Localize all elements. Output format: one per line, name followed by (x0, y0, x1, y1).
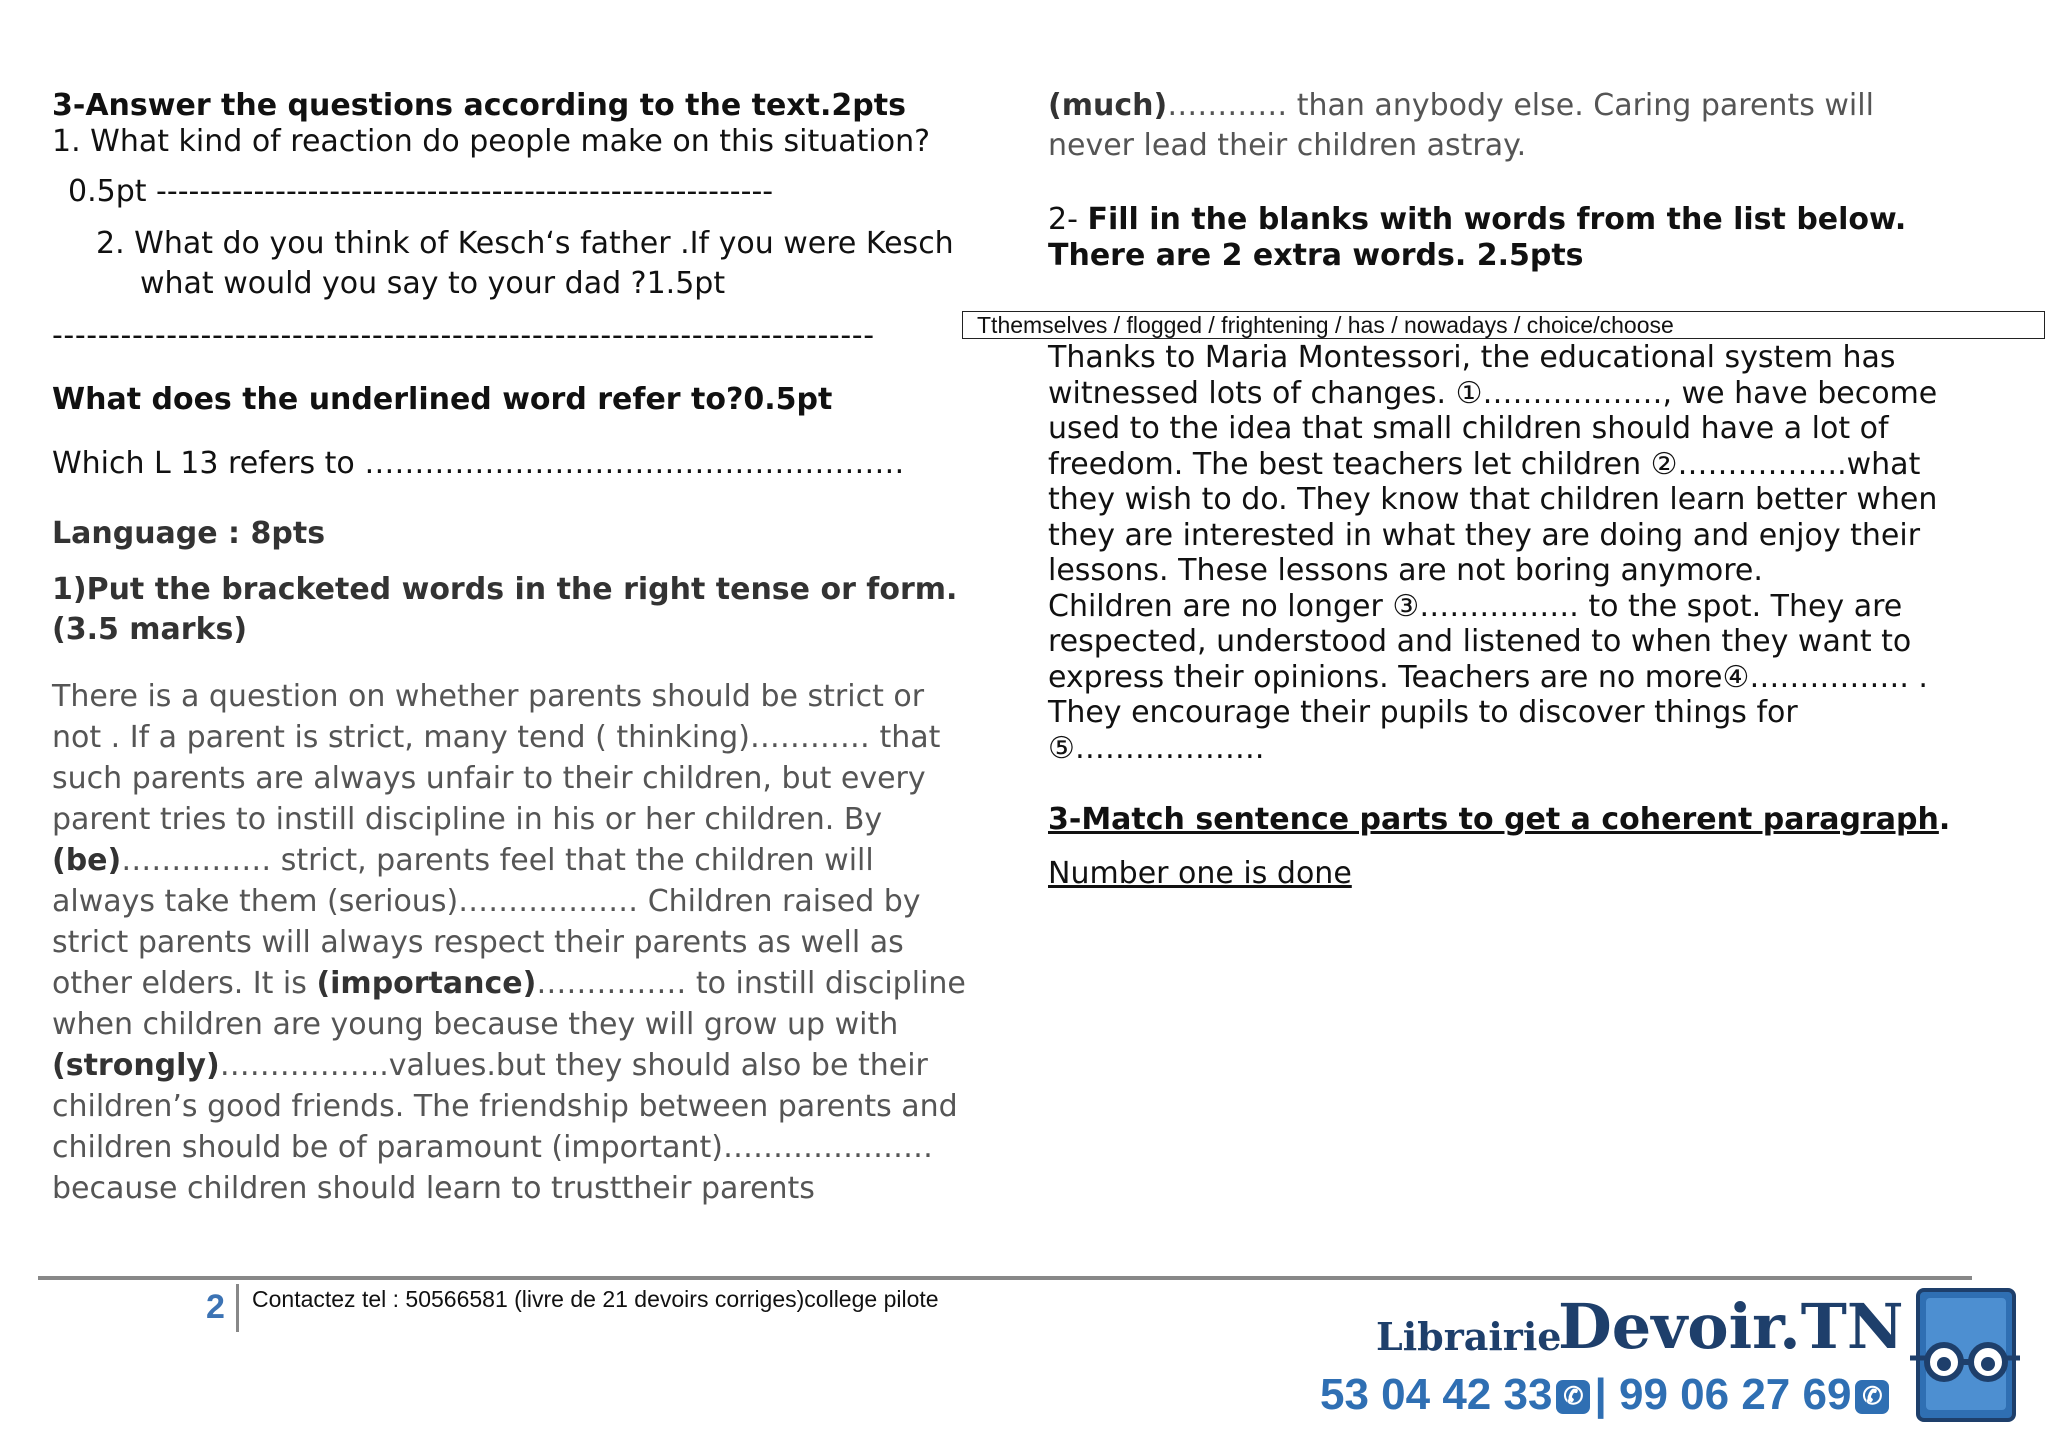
fill-line: lessons. These lessons are not boring anymore. (1048, 553, 1763, 588)
match-heading-text: 3-Match sentence parts to get a coherent paragraph (1048, 802, 1939, 837)
bracket-word: (much) (1048, 88, 1168, 123)
page-number-divider (236, 1284, 239, 1332)
phone-icon: ✆ (1855, 1380, 1889, 1414)
answer-dash-line: ------------------------------------------------------------------------ (52, 318, 875, 353)
fill-heading (1048, 200, 1998, 240)
para-line (52, 1045, 972, 1086)
bracket-word: (strongly) (52, 1048, 220, 1083)
phone-icon: ✆ (1556, 1380, 1590, 1414)
para-line: strict parents will always respect their parents as well as (52, 925, 904, 960)
fill-line: they are interested in what they are doing and enjoy their (1048, 517, 1921, 553)
fill-line: ⑤………………. (1048, 730, 1265, 766)
question-1-answer-line: 0.5pt --------------------------------------------------------- (68, 174, 774, 209)
para-text: …………… strict, parents feel that the children will (121, 843, 874, 878)
reference-heading: What does the underlined word refer to?0.5pt (52, 382, 833, 417)
book-glasses-icon (1904, 1284, 2024, 1424)
right-column (1048, 86, 1998, 276)
fill-paragraph (1048, 340, 1998, 894)
fill-line: they wish to do. They know that children learn better when (1048, 482, 1938, 517)
para-line: There is a question on whether parents should be strict or (52, 679, 925, 714)
fill-line: respected, understood and listened to when they want to (1048, 624, 1912, 659)
logo-librairie: Librairie (1376, 1314, 1562, 1359)
continued-line-2: never lead their children astray. (1048, 128, 1527, 163)
para-line: because children should learn to trusttheir parents (52, 1171, 815, 1206)
para-line: parent tries to instill discipline in his or her children. By (52, 802, 883, 837)
reference-line: Which L 13 refers to ……………………………………………… (52, 446, 905, 481)
footer-divider (38, 1276, 1972, 1280)
question-1: 1. What kind of reaction do people make on this situation? (52, 124, 931, 159)
tense-paragraph (52, 676, 972, 1209)
tense-heading: 1)Put the bracketed words in the right tense or form. (52, 572, 958, 607)
word-list-box: Tthemselves / flogged / frightening / has / nowadays / choice/choose (962, 311, 2045, 339)
para-line (52, 963, 972, 1004)
para-line: children’s good friends. The friendship between parents and (52, 1089, 958, 1124)
fill-line: Thanks to Maria Montessori, the educational system has (1048, 340, 1896, 375)
fill-line: They encourage their pupils to discover things for (1048, 695, 1798, 730)
para-text: ……………..values.but they should also be their (219, 1048, 928, 1083)
question-2-cont: what would you say to your dad ?1.5pt (140, 266, 726, 301)
para-line: children should be of paramount (important)………………… (52, 1130, 933, 1165)
para-line: such parents are always unfair to their children, but every (52, 761, 926, 796)
left-column (52, 86, 972, 1209)
para-text: …………… to instill discipline (536, 966, 966, 1001)
para-text: other elders. It is (52, 966, 317, 1001)
para-line: not . If a parent is strict, many tend ( thinking)………… that (52, 720, 941, 755)
number-one-note: Number one is done (1048, 856, 1352, 891)
page-number: 2 (206, 1288, 225, 1326)
q3-heading: 3-Answer the questions according to the text.2pts (52, 88, 906, 123)
continued-line (1048, 86, 1998, 126)
bracket-word: (be) (52, 843, 122, 878)
fill-line: used to the idea that small children should have a lot of (1048, 411, 1889, 446)
para-line: when children are young because they will grow up with (52, 1007, 899, 1042)
phone-separator: | (1594, 1370, 1607, 1419)
para-line (52, 840, 972, 881)
logo-devoir: Devoir.TN (1558, 1290, 1904, 1363)
fill-heading-number: 2- (1048, 202, 1088, 237)
para-line: always take them (serious)……………… Children raised by (52, 884, 921, 919)
question-2: 2. What do you think of Kesch‘s father .If you were Kesch (96, 226, 954, 261)
match-heading (1048, 800, 1998, 840)
phone-number-2: 99 06 27 69 (1619, 1370, 1852, 1419)
phone-number-1: 53 04 42 33 (1320, 1370, 1553, 1419)
fill-heading-text: Fill in the blanks with words from the list below. (1087, 202, 1907, 237)
fill-line: express their opinions. Teachers are no more④……………. . (1048, 659, 1928, 695)
para-text: ………… than anybody else. Caring parents will (1167, 88, 1874, 123)
fill-line: Children are no longer ③……………. to the spot. They are (1048, 588, 1903, 624)
bracket-word: (importance) (316, 966, 537, 1001)
logo-phones (1320, 1370, 1893, 1420)
tense-heading-marks: (3.5 marks) (52, 612, 248, 647)
contact-line: Contactez tel : 50566581 (livre de 21 devoirs corriges)college pilote (252, 1286, 939, 1312)
fill-heading-2: There are 2 extra words. 2.5pts (1048, 238, 1584, 273)
language-heading: Language : 8pts (52, 516, 326, 551)
fill-line: freedom. The best teachers let children ②……………..what (1048, 446, 1921, 482)
fill-line: witnessed lots of changes. ①………………, we have become (1048, 375, 1938, 411)
match-heading-dot: . (1938, 802, 1951, 837)
